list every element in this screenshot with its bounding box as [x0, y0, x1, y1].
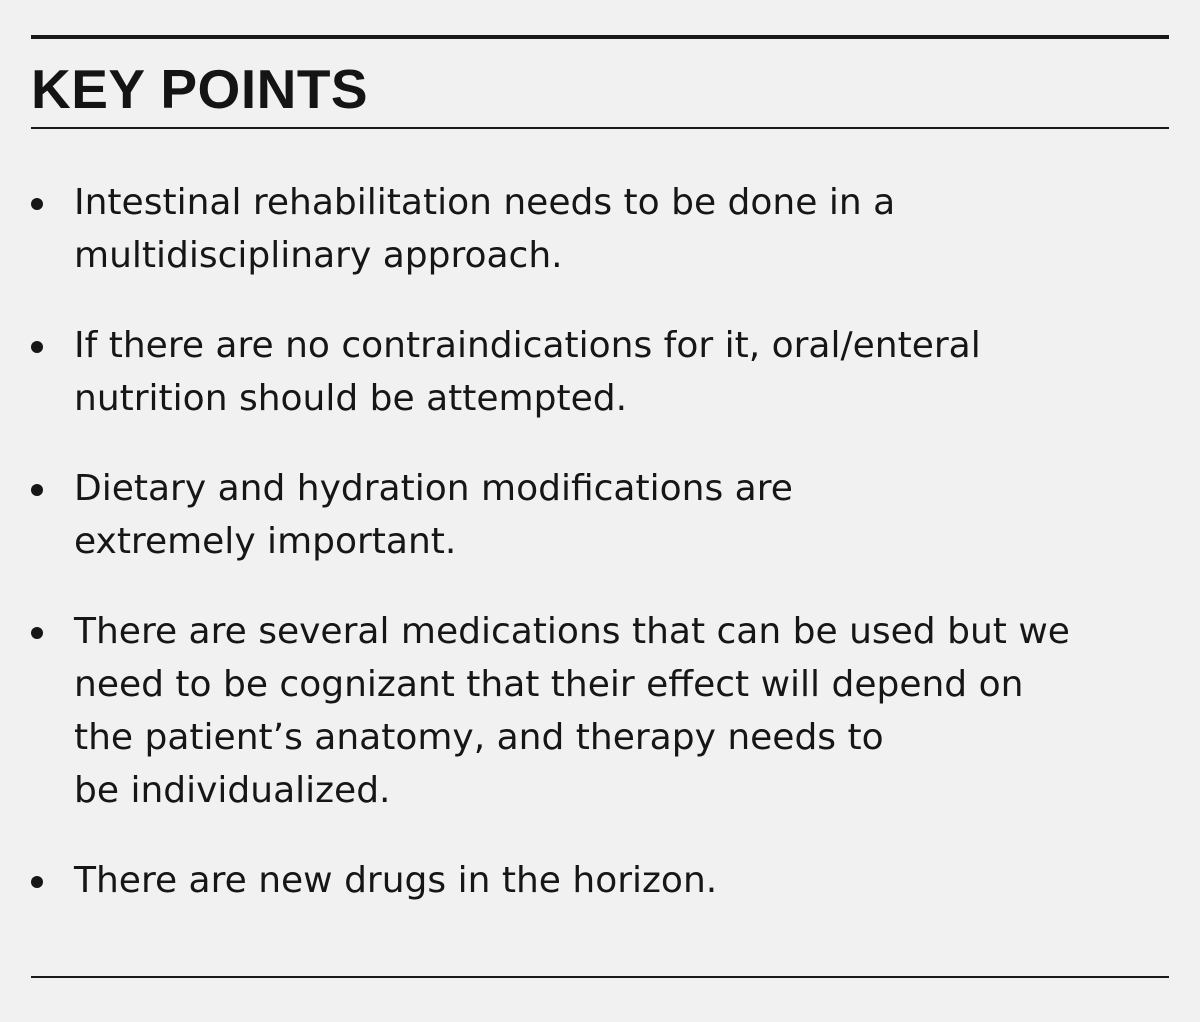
key-point-1 — [31, 176, 1169, 282]
key-point-line: the patient’s anatomy, and therapy needs to — [74, 717, 884, 758]
key-point-line: be individualized. — [74, 770, 391, 811]
key-points-title: KEY POINTS — [31, 58, 369, 120]
key-point-line: extremely important. — [74, 521, 457, 562]
key-point-line: nutrition should be attempted. — [74, 378, 628, 419]
bullet-icon — [31, 198, 43, 210]
key-point-line: Dietary and hydration modifications are — [74, 468, 793, 509]
key-point-line: Intestinal rehabilitation needs to be done in a — [74, 182, 896, 223]
key-point-5 — [31, 854, 1169, 907]
key-point-line: There are new drugs in the horizon. — [74, 860, 718, 901]
bullet-icon — [31, 627, 43, 639]
key-point-line: If there are no contraindications for it, oral/enteral — [74, 325, 981, 366]
key-points-list — [31, 176, 1169, 907]
top-rule — [31, 35, 1169, 39]
bullet-icon — [31, 484, 43, 496]
key-point-line: multidisciplinary approach. — [74, 235, 563, 276]
key-point-3 — [31, 462, 1169, 568]
bullet-icon — [31, 341, 43, 353]
bottom-rule — [31, 976, 1169, 978]
bullet-icon — [31, 876, 43, 888]
title-underline-rule — [31, 127, 1169, 129]
key-point-line: need to be cognizant that their effect will depend on — [74, 664, 1024, 705]
key-point-line: There are several medications that can be used but we — [74, 611, 1070, 652]
key-point-2 — [31, 319, 1169, 425]
key-point-4 — [31, 605, 1169, 817]
